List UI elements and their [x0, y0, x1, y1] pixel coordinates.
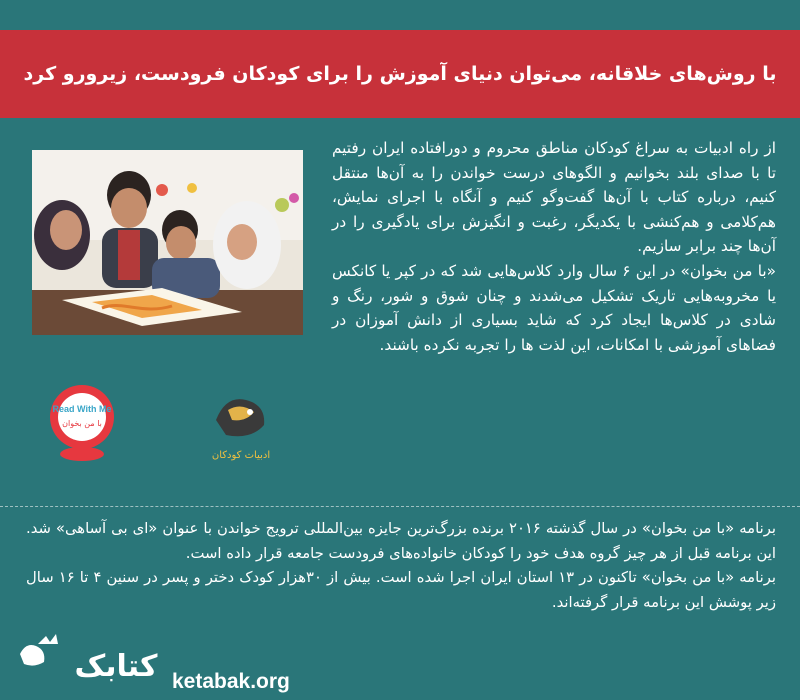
- page-title: با روش‌های خلاقانه، می‌توان دنیای آموزش را برای کودکان فرودست، زیرورو کرد: [23, 63, 777, 85]
- article-intro: [332, 136, 776, 357]
- section-divider: [0, 506, 800, 507]
- read-with-me-text: Read With Me: [52, 404, 112, 414]
- paragraph-1: از راه ادبیات به سراغ کودکان مناطق محروم و دورافتاده ایران رفتیم تا با صدای بلند بخوانیم و الگوهای درست خواندن را به آن‌ها منتقل کنیم، درباره کتاب با آن‌ها گفت‌وگو کنیم و آنگاه با اجرای نمایش، هم‌کلامی و هم‌کنشی با یکدیگر، رغبت و انگیزش برای یادگیری را در آن‌ها چند برابر سازیم.: [332, 139, 776, 256]
- kodakan-logo: [206, 380, 276, 470]
- article-body: [26, 517, 776, 615]
- partner-logos: [30, 372, 300, 472]
- title-banner: [0, 30, 800, 118]
- paragraph-2: «با من بخوان» در این ۶ سال وارد کلاس‌هایی شد که در کپر یا کانکس یا مخروبه‌هایی تاریک تشکیل می‌شدند و چنان شوق و شور، رنگ و شادی در کلاس‌ها ایجاد کرد که شاید بسیاری از دانش آموزان در فضاهای آموزشی با امکانات، این لذت ها را تجربه نکرده باشند.: [332, 261, 777, 354]
- paragraph-3: برنامه «با من بخوان» در سال گذشته ۲۰۱۶ برنده بزرگ‌ترین جایزه بین‌المللی ترویج خواندن با عنوان «ای بی آساهی» شد. این برنامه قبل از هر چیز گروه هدف خود را کودکان خانواده‌های فرودست جامعه قرار داده است.: [26, 520, 776, 562]
- children-reading-photo: [32, 150, 303, 335]
- ketabak-wordmark: کتابک: [74, 649, 158, 684]
- photo-illustration: [32, 150, 303, 335]
- paragraph-4: برنامه «با من بخوان» تاکنون در ۱۳ استان ایران اجرا شده است. بیش از ۳۰هزار کودک دختر و پسر در سنین ۴ تا ۱۶ سال زیر پوشش این برنامه قرار گرفته‌اند.: [26, 569, 776, 611]
- read-with-me-fa: با من بخوان: [62, 419, 102, 428]
- site-url[interactable]: ketabak.org: [172, 670, 290, 693]
- kodakan-label: ادبیات کودکان: [211, 450, 271, 461]
- ketabak-logo: [16, 632, 166, 690]
